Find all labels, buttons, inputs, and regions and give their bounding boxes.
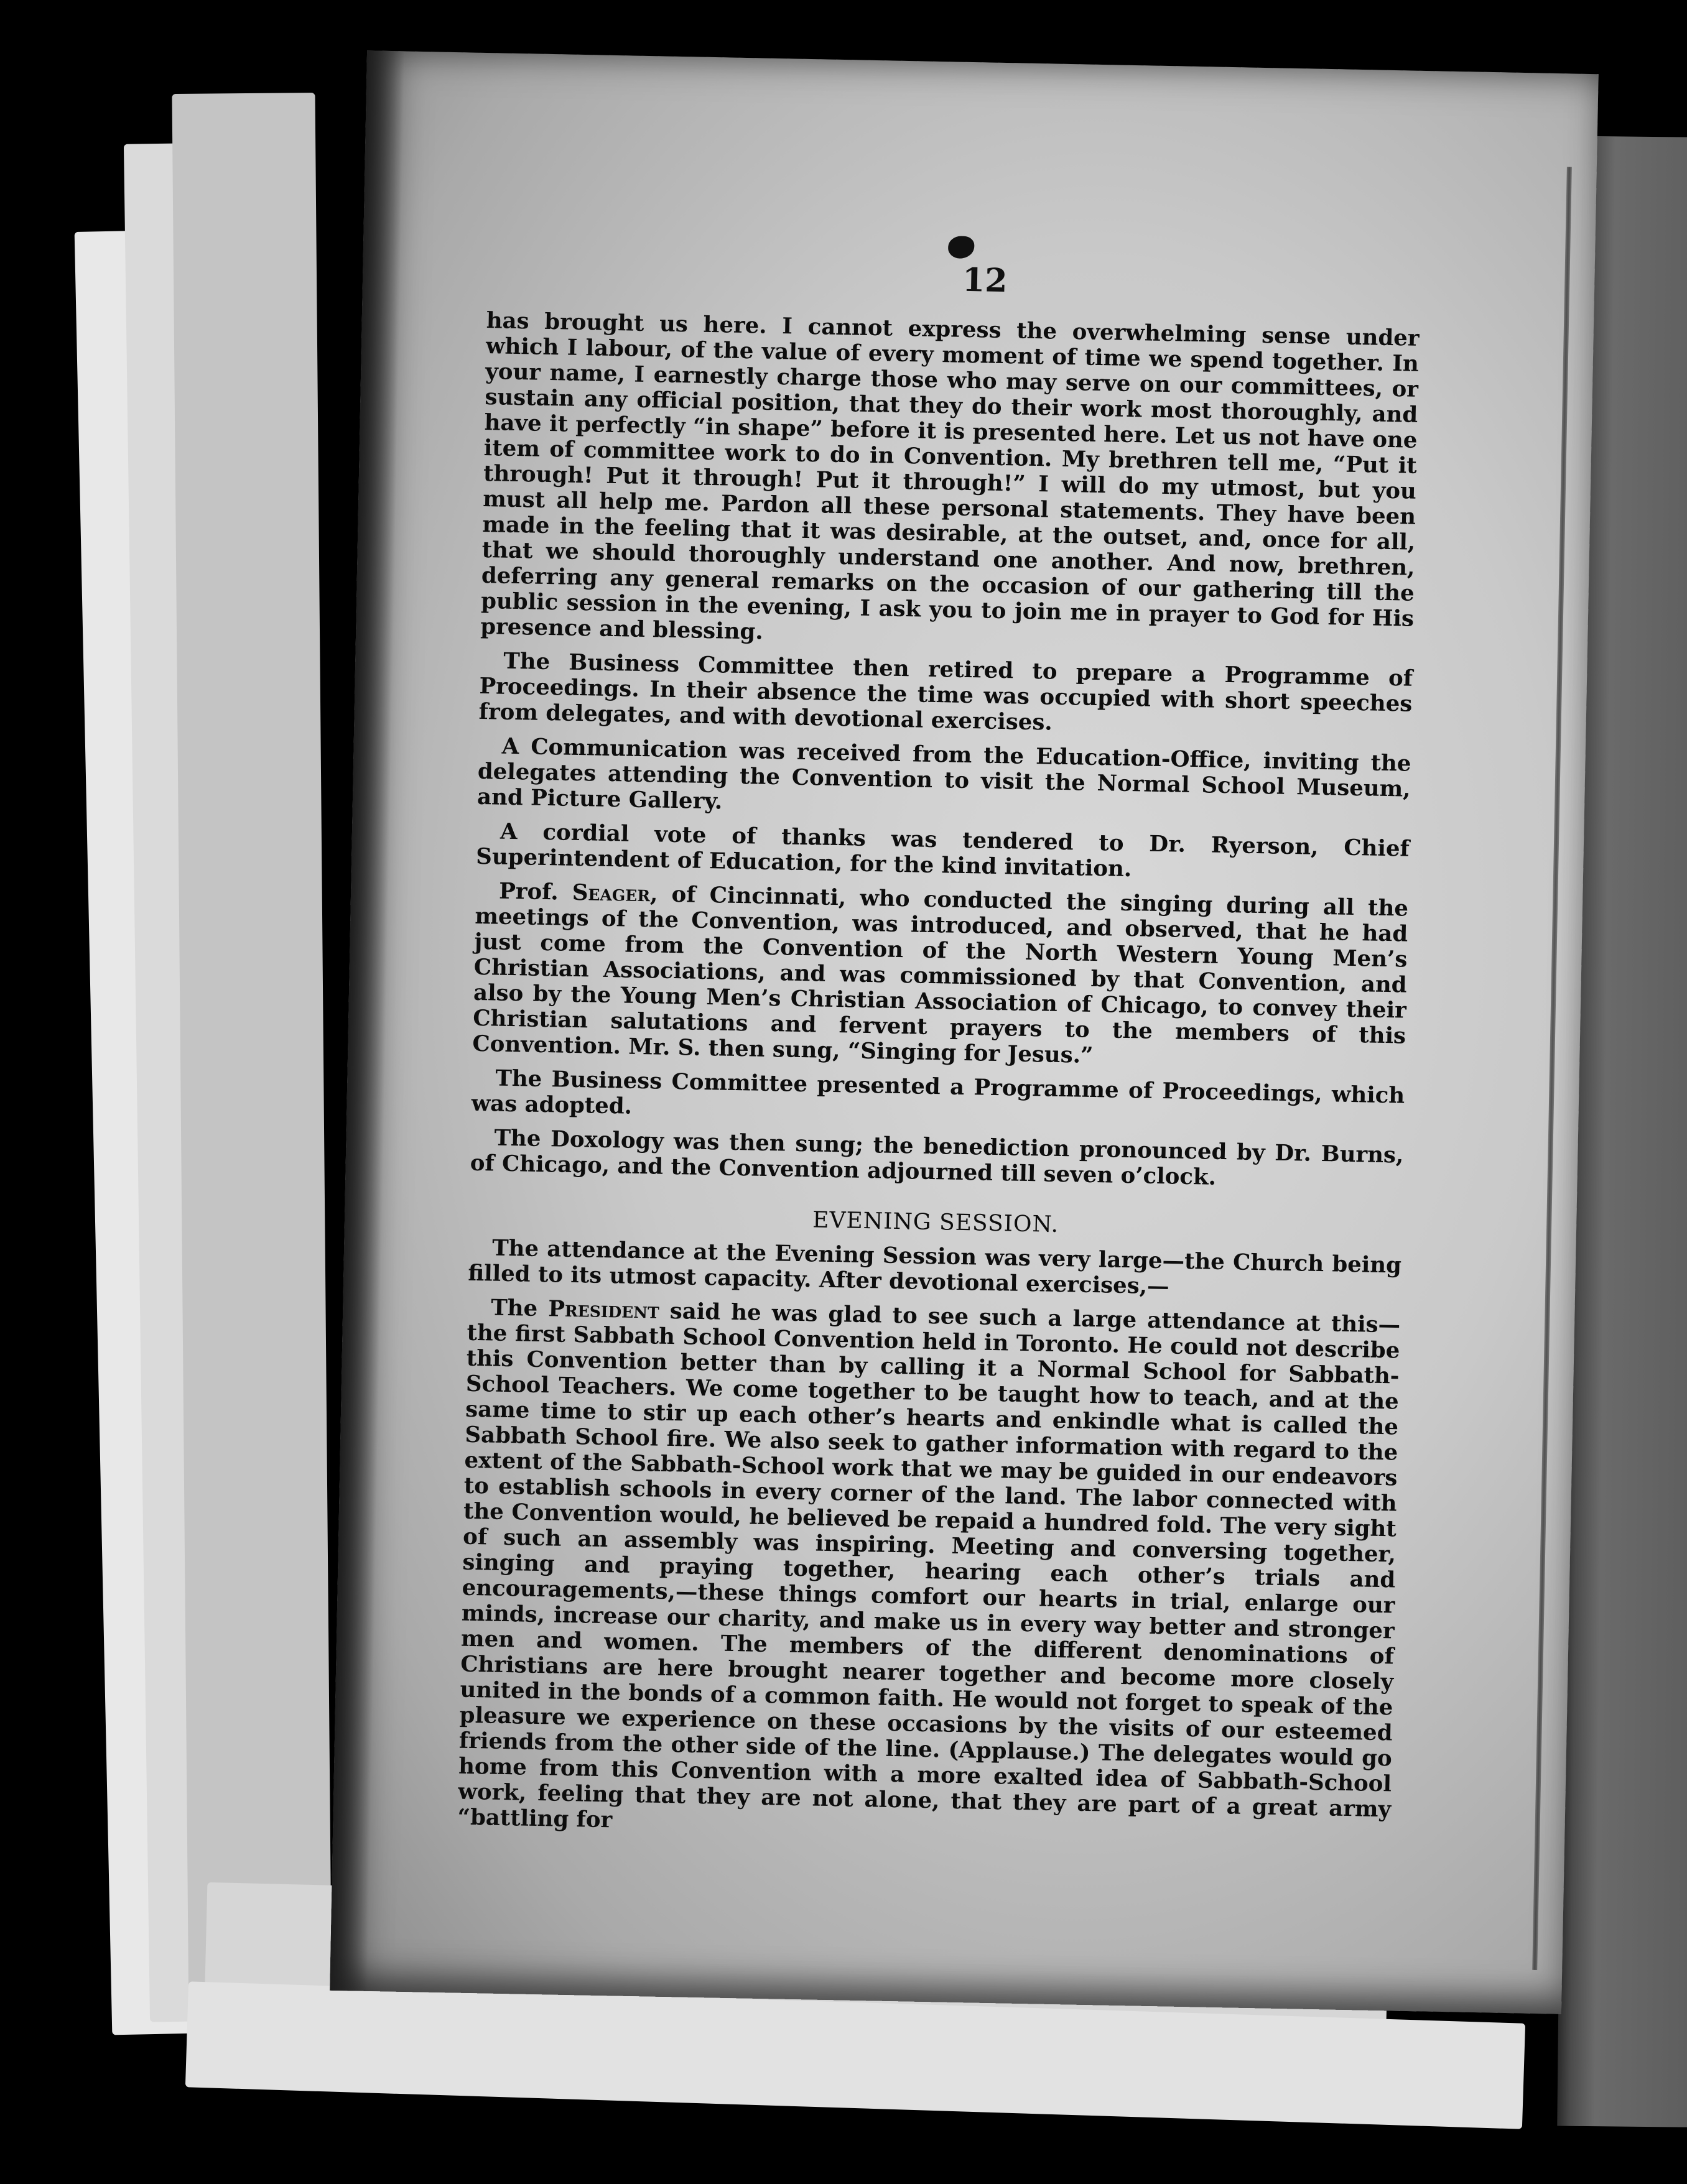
page-stack-edge (172, 93, 332, 2022)
paragraph-body: said he was glad to see such a large attendance at this—the first Sabbath School Convention held in Toronto. He could not describe this Convention better than by calling it a Normal School for Sabbath-School Teachers. We come together to be taught how to teach, and at the same time to stir up each other’s hearts and enkindle what is called the Sabbath School fire. We also seek to gather information with regard to the extent of the Sabbath-School work that we may be guided in our endeavors to establish schools in every corner of the land. The labor connected with the Convention would, he believed be repaid a hundred fold. The very sight of such an assembly was inspiring. Meeting and conversing together, singing and praying together, hearing each other’s trials and encouragements,—these things comfort our hearts in trial, enlarge our minds, increase our charity, and make us in every way better and stronger men and women. The members of the different denominations of Christians are here brought nearer together and become more closely united in the bonds of a common faith. He would not forget to speak of the pleasure we experience on these occasions by the visits of our esteemed friends from the other side of the line. (Applause.) The delegates would go home from this Convention with a more exalted idea of Sabbath-School work, feeling that they are not alone, that they are part of a great army “battling for (457, 1298, 1401, 1833)
paragraph-lead: The (490, 1295, 549, 1322)
section-heading: EVENING SESSION. (812, 1207, 1059, 1238)
ink-blot-ornament (948, 236, 975, 259)
paragraph: The Business Committee then retired to prepare a Programme of Proceedings. In their absence the time was occupied with short speeches from delegates, and with devotional exercises. (478, 648, 1413, 736)
paragraph: The attendance at the Evening Session was very large—the Church being filled to its utmost capacity. After devotional exercises,— (468, 1235, 1402, 1300)
page-number: 12 (962, 261, 1008, 300)
speaker-name: President (547, 1296, 660, 1324)
paragraph-body: , of Cincinnati, who conducted the singing during all the meetings of the Convention, was introduced, and observed, that he had just come from the Convention of the North Western Young Men’s Christian Associations, and was commissioned by that Convention, and also by the Young Men’s Christian Association of Chicago, to convey their Christian salutations and fervent prayers to the members of this Convention. Mr. S. then sung, “Singing for Jesus.” (472, 881, 1409, 1068)
paragraph: A Communication was received from the Education-Office, inviting the delegates attending the Convention to visit the Normal School Museum, and Picture Gallery. (476, 733, 1411, 815)
page-fold (1532, 167, 1572, 1970)
paragraph (472, 878, 1408, 1075)
paragraph: The Business Committee presented a Programme of Proceedings, which was adopted. (471, 1065, 1405, 1119)
spine-shadow (330, 50, 404, 1991)
body-text (457, 308, 1420, 1856)
paragraph: A cordial vote of thanks was tendered to Dr. Ryerson, Chief Superintendent of Education, for the kind invitation. (475, 818, 1410, 882)
document-page (330, 50, 1599, 2014)
paragraph (457, 1295, 1400, 1848)
paragraph: The Doxology was then sung; the benediction pronounced by Dr. Burns, of Chicago, and the Convention adjourned till seven o’clock. (470, 1125, 1404, 1190)
speaker-name: Seager (572, 879, 651, 907)
paragraph: has brought us here. I cannot express the overwhelming sense under which I labour, of the value of every moment of time we spend together. In your name, I earnestly charge those who may serve on our committees, or sustain any official position, that they do their work most thoroughly, and have it perfectly “in shape” before it is presented here. Let us not have one item of committee work to do in Convention. My brethren tell me, “Put it through! Put it through! Put it through!” I will do my utmost, but you must all help me. Pardon all these personal statements. They have been made in the feeling that it was desirable, at the outset, and, once for all, that we should thoroughly understand one another. And now, brethren, deferring any general remarks on the occasion of our gathering till the public session in the evening, I ask you to join me in prayer to God for His presence and blessing. (480, 308, 1420, 645)
paragraph-lead: Prof. (498, 878, 573, 905)
